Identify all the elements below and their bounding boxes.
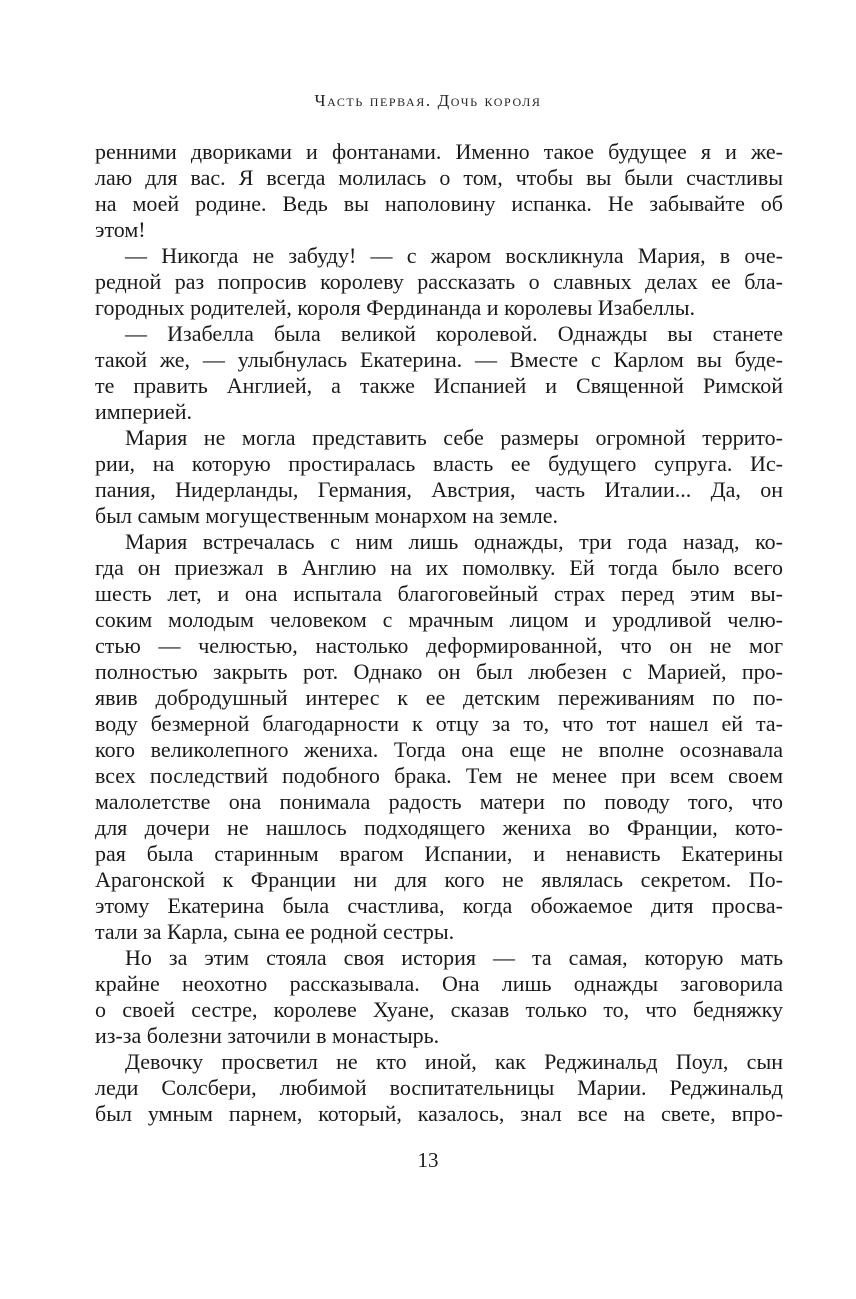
text-line: рая была старинным врагом Испании, и ненависть Екатерины <box>95 841 783 866</box>
text-line: кого великолепного жениха. Тогда она еще не вполне осознавала <box>95 737 783 762</box>
text-line: полностью закрыть рот. Однако он был любезен с Марией, про- <box>95 659 783 684</box>
running-title: Часть первая. Дочь короля <box>314 91 542 110</box>
text-line: империей. <box>95 399 193 424</box>
text-line: гда он приезжал в Англию на их помолвку. Ей тогда было всего <box>95 555 783 580</box>
text-line: — Изабелла была великой королевой. Однажды вы станете <box>125 321 783 346</box>
paragraph <box>95 139 783 243</box>
text-line: на моей родине. Ведь вы наполовину испанка. Не забывайте об <box>95 191 783 216</box>
text-line: лаю для вас. Я всегда молилась о том, чтобы вы были счастливы <box>95 165 783 190</box>
text-line: этом! <box>95 217 146 242</box>
text-line: шесть лет, и она испытала благоговейный страх перед этим вы- <box>95 581 783 606</box>
body-text <box>95 139 783 1127</box>
text-line: те править Англией, а также Испанией и Священной Римской <box>95 373 783 398</box>
text-line: тали за Карла, сына ее родной сестры. <box>95 919 455 944</box>
text-line: был самым могущественным монархом на земле. <box>95 503 559 528</box>
page-number: 13 <box>417 1148 439 1172</box>
paragraph <box>95 945 783 1049</box>
text-line: малолетстве она понимала радость матери по поводу того, что <box>95 789 783 814</box>
text-line: — Никогда не забуду! — с жаром воскликнула Мария, в оче- <box>125 243 783 268</box>
text-line: для дочери не нашлось подходящего жениха во Франции, кото- <box>95 815 783 840</box>
text-line: Мария не могла представить себе размеры огромной террито- <box>125 425 783 450</box>
paragraph <box>95 243 783 321</box>
text-line: Девочку просветил не кто иной, как Реджинальд Поул, сын <box>125 1049 783 1074</box>
text-line: пания, Нидерланды, Германия, Австрия, часть Италии... Да, он <box>95 477 783 502</box>
text-line: леди Солсбери, любимой воспитательницы Марии. Реджинальд <box>95 1075 783 1100</box>
paragraph <box>95 321 783 425</box>
text-line: этому Екатерина была счастлива, когда обожаемое дитя просва- <box>95 893 783 918</box>
text-line: всех последствий подобного брака. Тем не менее при всем своем <box>95 763 783 788</box>
text-line: городных родителей, короля Фердинанда и королевы Изабеллы. <box>95 295 696 320</box>
text-line: Но за этим стояла своя история — та самая, которую мать <box>125 945 783 970</box>
text-line: был умным парнем, который, казалось, знал все на свете, впро- <box>95 1101 783 1126</box>
text-line: воду безмерной благодарности к отцу за то, что тот нашел ей та- <box>95 711 783 736</box>
text-line: Мария встречалась с ним лишь однажды, три года назад, ко- <box>125 529 783 554</box>
paragraph <box>95 1049 783 1127</box>
text-line: рии, на которую простиралась власть ее будущего супруга. Ис- <box>95 451 783 476</box>
text-line: редной раз попросив королеву рассказать о славных делах ее бла- <box>95 269 783 294</box>
text-line: о своей сестре, королеве Хуане, сказав только то, что бедняжку <box>95 997 783 1022</box>
text-line: Арагонской к Франции ни для кого не являлась секретом. По- <box>95 867 783 892</box>
text-line: из-за болезни заточили в монастырь. <box>95 1023 440 1048</box>
text-line: крайне неохотно рассказывала. Она лишь однажды заговорила <box>95 971 783 996</box>
text-line: такой же, — улыбнулась Екатерина. — Вместе с Карлом вы буде- <box>95 347 783 372</box>
paragraph <box>95 425 783 529</box>
text-line: соким молодым человеком с мрачным лицом и уродливой челю- <box>95 607 783 632</box>
text-line: явив добродушный интерес к ее детским переживаниям по по- <box>95 685 783 710</box>
paragraph <box>95 529 783 945</box>
text-line: стью — челюстью, настолько деформированной, что он не мог <box>95 633 783 658</box>
text-line: ренними двориками и фонтанами. Именно такое будущее я и же- <box>95 139 783 164</box>
